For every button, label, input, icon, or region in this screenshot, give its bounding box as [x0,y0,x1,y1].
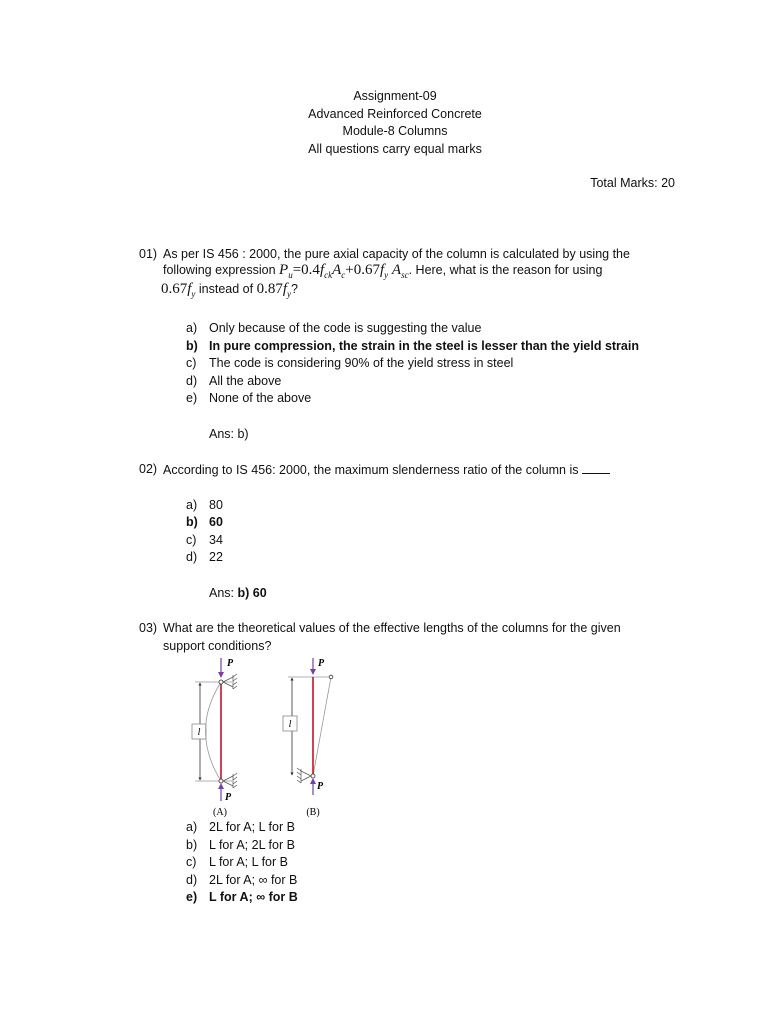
q1-number: 01) [139,247,158,261]
column-a-bottom-support [223,773,237,788]
module-title: Module-8 Columns [342,124,448,138]
total-marks: Total Marks: 20 [590,176,675,190]
column-b-diagram [283,658,333,818]
column-b-bottom-load-label: P [317,781,324,792]
q1-term-087fy: $0.87f_y$ [256,281,291,299]
q1-line1: As per IS 456 : 2000, the pure axial capacity of the column is calculated by using the [163,247,630,261]
q3-number: 03) [139,621,158,635]
q3-line1: What are the theoretical values of the effective lengths of the columns for the given [163,621,621,635]
q2-answer: Ans: b) 60 [209,586,267,600]
column-a-top-load-label: P [227,658,234,669]
course-title: Advanced Reinforced Concrete [308,107,482,121]
q1-term-067fy: $0.67f_y$ [161,281,196,299]
column-a-buckled-shape [206,682,222,781]
q1-answer: Ans: b) [209,427,249,441]
q2-text: According to IS 456: 2000, the maximum slenderness ratio of the column is [163,462,610,477]
column-a-caption: (A) [213,807,227,818]
column-b-caption: (B) [306,807,320,818]
marks-note: All questions carry equal marks [308,142,482,156]
support-conditions-figure [180,655,360,820]
column-a-length-label: l [197,727,201,738]
column-b-length-label: l [288,719,292,730]
column-b-deflected-shape [313,677,331,776]
column-a-top-support [223,674,237,689]
column-b-bottom-support [297,768,311,783]
q2-number: 02) [139,462,158,476]
column-b-top-load-label: P [318,658,325,669]
q1-line2: following expression $P_u=0.4f_{ck}A_c+0.67f_y$ $A_{sc}$. Here, what is the reason for using [163,262,603,280]
column-a-bottom-load-label: P [225,792,232,803]
q2-answer-blank [582,462,610,474]
q3-line2: support conditions? [163,639,272,653]
column-a-diagram [192,658,237,818]
q1-formula: $P_u=0.4f_{ck}A_c+0.67f_y$ $A_{sc}$ [279,262,409,280]
q1-line3: $0.67f_y$ instead of $0.87f_y$? [161,281,298,299]
assignment-title: Assignment-09 [353,89,437,103]
